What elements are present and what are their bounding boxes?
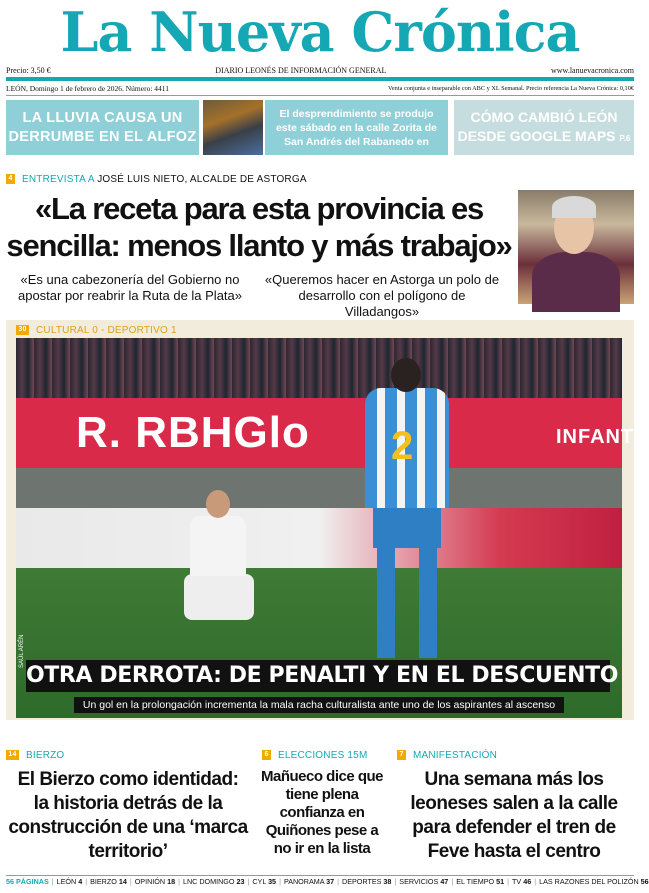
interview-headline[interactable]: «La receta para esta provincia es sencilla: menos llanto y más trabajo» bbox=[6, 191, 512, 263]
promo-maps-page: P.6 bbox=[619, 133, 631, 143]
distribution-note: Venta conjunta e inseparable con ABC y XL Semanal. Precio referencia La Nueva Crónica: 0,10€ bbox=[388, 84, 634, 92]
page-badge: 14 bbox=[6, 750, 19, 760]
page-badge: 7 bbox=[397, 750, 406, 760]
section-index-item[interactable]: BIERZO 14 bbox=[90, 877, 127, 886]
section-index-item[interactable]: DEPORTES 38 bbox=[342, 877, 392, 886]
kneeling-player bbox=[184, 490, 254, 620]
kicker-score: CULTURAL 0 - DEPORTIVO 1 bbox=[35, 325, 177, 336]
promo-landslide-detail[interactable] bbox=[265, 100, 448, 155]
website-link[interactable]: www.lanuevacronica.com bbox=[551, 65, 634, 75]
price: Precio: 3,50 € bbox=[6, 65, 51, 75]
promo-google-maps[interactable] bbox=[454, 100, 634, 155]
protest-headline[interactable]: Una semana más los leoneses salen a la calle para defender el tren de Feve hasta el centro bbox=[410, 769, 618, 862]
promo-landslide-text: El desprendimiento se produjo este sábado en la calle Zorita de San Andrés del Rabanedo en bbox=[275, 107, 438, 148]
interview-quote-2: «Queremos hacer en Astorga un polo de desarrollo con el polígono de Villadangos» bbox=[264, 272, 500, 319]
promo-landslide-photo bbox=[203, 100, 263, 155]
stadium-billboard bbox=[16, 398, 649, 468]
dateline: LEÓN, Domingo 1 de febrero de 2026. Número: 4411 bbox=[6, 83, 170, 93]
tagline: DIARIO LEONÉS DE INFORMACIÓN GENERAL bbox=[215, 65, 387, 75]
interview-kicker bbox=[6, 174, 307, 185]
billboard-text-2: INFANTA bbox=[556, 426, 649, 448]
sport-headline[interactable]: OTRA DERROTA: DE PENALTI Y EN EL DESCUENTO bbox=[26, 660, 610, 692]
elections-headline[interactable]: Mañueco dice que tiene plena confianza en Quiñones pese a no ir en la lista bbox=[260, 768, 384, 857]
promo-rain-landslide[interactable] bbox=[6, 100, 199, 155]
section-index-item[interactable]: TV 46 bbox=[512, 877, 532, 886]
photo-credit: SAÚL ARÉN bbox=[19, 634, 25, 668]
section-index-item[interactable]: SERVICIOS 47 bbox=[399, 877, 449, 886]
section-index-item[interactable]: LAS RAZONES DEL POLIZÓN 56 bbox=[539, 877, 649, 886]
interview-quote-1: «Es una cabezonería del Gobierno no apostar por reabrir la Ruta de la Plata» bbox=[17, 272, 242, 303]
promo-rain-text: LA LLUVIA CAUSA UN DERRUMBE EN EL ALFOZ bbox=[8, 109, 197, 145]
billboard-text: R. RBHGlo bbox=[76, 408, 310, 457]
kicker-label: MANIFESTACIÓN bbox=[412, 750, 498, 761]
page-count: 56 PÁGINAS bbox=[6, 877, 49, 886]
sport-subhead: Un gol en la prolongación incrementa la mala racha culturalista ante uno de los aspirantes al ascenso bbox=[74, 697, 564, 713]
section-list: | LEÓN 4 | BIERZO 14 | OPINIÓN 18 | LNC DOMINGO 23 | CYL 35 | PANORAMA 37 | DEPORTES 38 | SERVICIOS 47 | EL TIEMPO 51 | TV 46 | LAS RAZONES DEL POLIZÓN 56 bbox=[51, 877, 649, 886]
newspaper-title: La Nueva Crónica bbox=[60, 0, 580, 64]
section-index-item[interactable]: LEÓN 4 bbox=[56, 877, 83, 886]
kicker-name: JOSÉ LUIS NIETO, ALCALDE DE ASTORGA bbox=[97, 174, 307, 185]
dateline-rule bbox=[6, 95, 634, 96]
kicker-label: ENTREVISTA A bbox=[21, 174, 95, 185]
page-badge: 30 bbox=[16, 325, 29, 335]
info-bar bbox=[6, 64, 634, 76]
section-index-item[interactable]: LNC DOMINGO 23 bbox=[182, 877, 245, 886]
bierzo-kicker bbox=[6, 750, 64, 761]
section-index-item[interactable]: CYL 35 bbox=[252, 877, 277, 886]
section-index-item[interactable]: OPINIÓN 18 bbox=[134, 877, 176, 886]
page-badge: 6 bbox=[262, 750, 271, 760]
masthead bbox=[0, 0, 640, 64]
section-index-item[interactable]: PANORAMA 37 bbox=[283, 877, 335, 886]
mayor-portrait bbox=[518, 190, 634, 304]
protest-kicker bbox=[397, 750, 497, 761]
kicker-label: BIERZO bbox=[25, 750, 65, 761]
sport-kicker bbox=[16, 325, 177, 336]
page-badge: 4 bbox=[6, 174, 15, 184]
section-index bbox=[6, 875, 649, 888]
section-index-item[interactable]: EL TIEMPO 51 bbox=[456, 877, 505, 886]
bierzo-headline[interactable]: El Bierzo como identidad: la historia detrás de la construcción de una ‘marca territorio’ bbox=[8, 769, 248, 862]
elections-kicker bbox=[262, 750, 367, 761]
dateline-bar bbox=[6, 82, 634, 94]
kicker-label: ELECCIONES 15M bbox=[277, 750, 368, 761]
masthead-rule bbox=[6, 77, 634, 81]
jersey-number: 2 bbox=[391, 424, 414, 468]
promo-maps-text: CÓMO CAMBIÓ LEÓN DESDE GOOGLE MAPS bbox=[457, 108, 618, 144]
standing-player bbox=[351, 358, 461, 658]
